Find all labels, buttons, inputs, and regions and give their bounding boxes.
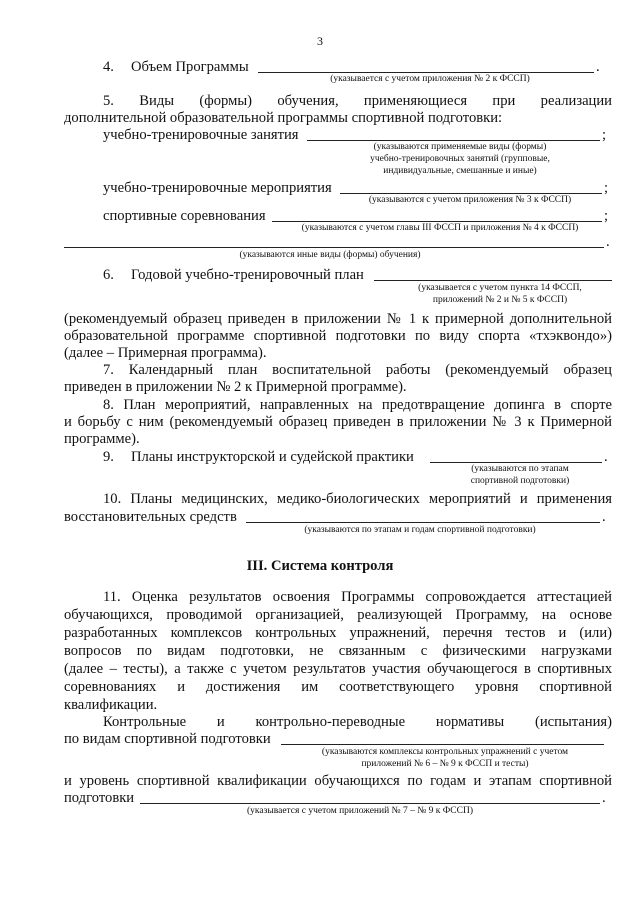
item-12-blank-2[interactable]	[140, 789, 600, 804]
item-7-line-1: 7. Календарный план воспитательной работы (рекомендуемый образец	[103, 362, 612, 378]
item-6-label: Годовой учебно-тренировочный план	[131, 267, 364, 283]
item-5-line-1: 5. Виды (формы) обучения, применяющиеся при реализации	[103, 93, 612, 109]
item-5c-label: спортивные соревнования	[103, 208, 266, 224]
item-5a-note-3: индивидуальные, смешанные и иные)	[383, 166, 537, 176]
item-5b-blank[interactable]	[340, 179, 602, 194]
item-8-line-1: 8. План мероприятий, направленных на предотвращение допинга в спорте	[103, 397, 612, 413]
item-4-number: 4.	[103, 59, 114, 75]
item-10-line-1: 10. Планы медицинских, медико-биологических мероприятий и применения	[103, 491, 612, 507]
item-12-blank[interactable]	[281, 730, 604, 745]
item-9-note-2: спортивной подготовки)	[470, 476, 570, 486]
item-7-line-2: приведен в приложении № 2 к Примерной программе).	[64, 379, 407, 395]
item-4-note: (указывается с учетом приложения № 2 к ФССП)	[330, 74, 530, 84]
item-5b-end: ;	[604, 180, 609, 196]
item-11-line-5: (далее – тесты), а также с учетом результатов участия обучающегося в спортивных	[64, 661, 612, 677]
item-6-line-3: (далее – Примерная программа).	[64, 345, 267, 361]
item-4-label: Объем Программы	[131, 59, 249, 75]
item-9-label: Планы инструкторской и судейской практики	[131, 449, 414, 465]
item-11-line-7: квалификации.	[64, 697, 158, 713]
item-12-label: по видам спортивной подготовки	[64, 731, 271, 747]
item-11-line-3: разработанных комплексов контрольных упражнений, перечня тестов и (или)	[64, 625, 612, 641]
item-12-note-3: (указывается с учетом приложений № 7 – № 9 к ФССП)	[247, 806, 473, 816]
item-6-blank[interactable]	[374, 266, 612, 281]
item-6-note-1: (указывается с учетом пункта 14 ФССП,	[418, 283, 582, 293]
item-6-line-2: образовательной программе спортивной подготовки по виду спорта «тхэквондо»)	[64, 328, 612, 344]
item-11-line-2: обучающихся, проводимой организацией, реализующей Программу, на основе	[64, 607, 612, 623]
item-12-line-3: и уровень спортивной квалификации обучающихся по годам и этапам спортивной	[64, 773, 612, 789]
item-10-end: .	[602, 509, 606, 525]
item-10-blank[interactable]	[246, 508, 600, 523]
item-4-blank[interactable]	[258, 58, 594, 73]
item-9-note-1: (указываются по этапам	[471, 464, 569, 474]
item-6-note-2: приложений № 2 и № 5 к ФССП)	[432, 295, 568, 305]
item-5a-end: ;	[602, 127, 607, 143]
item-9-number: 9.	[103, 449, 114, 465]
item-8-line-2: и борьбу с ним (рекомендуемый образец приведен в приложении № 3 к Примерной	[64, 414, 612, 430]
item-12-note-2: приложений № 6 – № 9 к ФССП и тесты)	[361, 759, 529, 769]
item-12-end: .	[602, 790, 606, 806]
item-12-note-1: (указываются комплексы контрольных упражнений с учетом	[321, 747, 569, 757]
item-5d-note: (указываются иные виды (формы) обучения)	[239, 250, 421, 260]
item-9-end: .	[604, 449, 608, 465]
item-5-line-2: дополнительной образовательной программы спортивной подготовки:	[64, 110, 503, 126]
item-5a-blank[interactable]	[307, 126, 600, 141]
item-5b-label: учебно-тренировочные мероприятия	[103, 180, 332, 196]
item-4-end: .	[596, 59, 600, 75]
item-5a-note-1: (указываются применяемые виды (формы)	[373, 142, 547, 152]
item-11-line-4: вопросов по видам подготовки, не связанным с физическими нагрузками	[64, 643, 612, 659]
item-12-label-2: подготовки	[64, 790, 135, 806]
item-8-line-3: программе).	[64, 431, 140, 447]
item-10-note: (указываются по этапам и годам спортивной подготовки)	[304, 525, 536, 535]
item-5c-blank[interactable]	[272, 207, 602, 222]
item-5a-note-2: учебно-тренировочных занятий (групповые,	[370, 154, 550, 164]
item-6-line-1: (рекомендуемый образец приведен в приложении № 1 к примерной дополнительной	[64, 311, 612, 327]
item-11-line-1: 11. Оценка результатов освоения Программы сопровождается аттестацией	[103, 589, 612, 605]
item-5a-label: учебно-тренировочные занятия	[103, 127, 299, 143]
item-5d-end: .	[606, 234, 610, 250]
section-title: III. Система контроля	[246, 558, 394, 574]
item-12-line-1: Контрольные и контрольно-переводные нормативы (испытания)	[103, 714, 612, 730]
item-5c-end: ;	[604, 208, 609, 224]
item-9-blank[interactable]	[430, 448, 602, 463]
item-5d-blank[interactable]	[64, 233, 604, 248]
item-10-label: восстановительных средств	[64, 509, 237, 525]
item-6-number: 6.	[103, 267, 114, 283]
item-11-line-6: соревнованиях и достижения им соответствующего уровня спортивной	[64, 679, 612, 695]
item-5b-note: (указываются с учетом приложения № 3 к ФССП)	[368, 195, 572, 205]
page-number: 3	[317, 34, 323, 48]
item-5c-note: (указываются с учетом главы III ФССП и приложения № 4 к ФССП)	[301, 223, 579, 233]
